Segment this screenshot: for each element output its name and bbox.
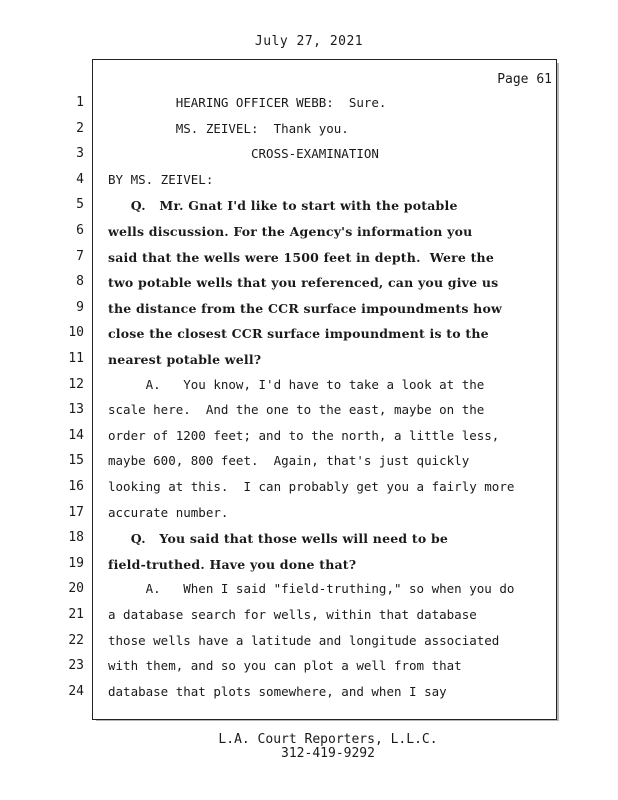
line-number: 14 — [68, 427, 84, 443]
transcript-date: July 27, 2021 — [254, 34, 364, 49]
line-number: 4 — [76, 171, 84, 187]
line-text: scale here. And the one to the east, maybe on the — [108, 402, 485, 418]
line-number: 22 — [68, 632, 84, 648]
line-number: 16 — [68, 479, 84, 494]
line-text: Q. You said that those wells will need to be — [108, 531, 449, 547]
footer — [0, 733, 618, 761]
line-number: 2 — [76, 120, 84, 136]
reporter-company: L.A. Court Reporters, L.L.C. — [218, 732, 438, 747]
line-text: field-truthed. Have you done that? — [108, 556, 357, 572]
line-text: order of 1200 feet; and to the north, a little less, — [108, 427, 500, 443]
line-text: said that the wells were 1500 feet in depth. Were the — [108, 249, 495, 265]
line-text: BY MS. ZEIVEL: — [108, 171, 214, 187]
line-text: CROSS-EXAMINATION — [108, 146, 379, 162]
reporter-phone: 312-419-9292 — [281, 746, 375, 761]
line-text: A. When I said "field-truthing," so when you do — [108, 581, 515, 597]
line-text: two potable wells that you referenced, can you give us — [108, 275, 499, 291]
line-number: 8 — [76, 274, 84, 290]
line-number: 24 — [68, 683, 84, 699]
line-number: 21 — [68, 607, 84, 622]
line-text: Q. Mr. Gnat I'd like to start with the potable — [108, 198, 458, 214]
line-number: 3 — [76, 146, 84, 162]
line-text: a database search for wells, within that database — [108, 607, 477, 622]
line-number: 15 — [68, 453, 84, 469]
line-text: A. You know, I'd have to take a look at the — [108, 376, 485, 392]
line-text: looking at this. I can probably get you a fairly more — [108, 479, 515, 494]
line-number: 23 — [68, 658, 84, 674]
line-text: database that plots somewhere, and when I say — [108, 683, 447, 699]
line-number: 19 — [68, 555, 84, 571]
line-text: the distance from the CCR surface impoundments how — [108, 300, 502, 316]
line-number: 11 — [68, 351, 84, 366]
line-number: 9 — [76, 299, 84, 315]
line-number: 7 — [76, 248, 84, 264]
line-text: HEARING OFFICER WEBB: Sure. — [108, 95, 387, 110]
line-text: close the closest CCR surface impoundment is to the — [108, 326, 489, 342]
line-number: 20 — [68, 581, 84, 597]
line-number: 12 — [68, 376, 84, 392]
line-number: 17 — [68, 504, 84, 520]
line-text: wells discussion. For the Agency's information you — [108, 224, 473, 239]
line-number: 1 — [76, 95, 84, 110]
line-number: 18 — [68, 530, 84, 546]
line-number: 10 — [68, 325, 84, 341]
line-text: maybe 600, 800 feet. Again, that's just quickly — [108, 453, 470, 469]
line-text: those wells have a latitude and longitude associated — [108, 632, 500, 648]
line-text: MS. ZEIVEL: Thank you. — [108, 120, 349, 136]
line-number: 6 — [76, 223, 84, 238]
page-number: Page 61 — [497, 72, 552, 87]
line-number: 13 — [68, 402, 84, 418]
line-number: 5 — [76, 197, 84, 213]
line-text: accurate number. — [108, 504, 229, 520]
line-text: nearest potable well? — [108, 352, 262, 367]
line-text: with them, and so you can plot a well from that — [108, 658, 462, 674]
